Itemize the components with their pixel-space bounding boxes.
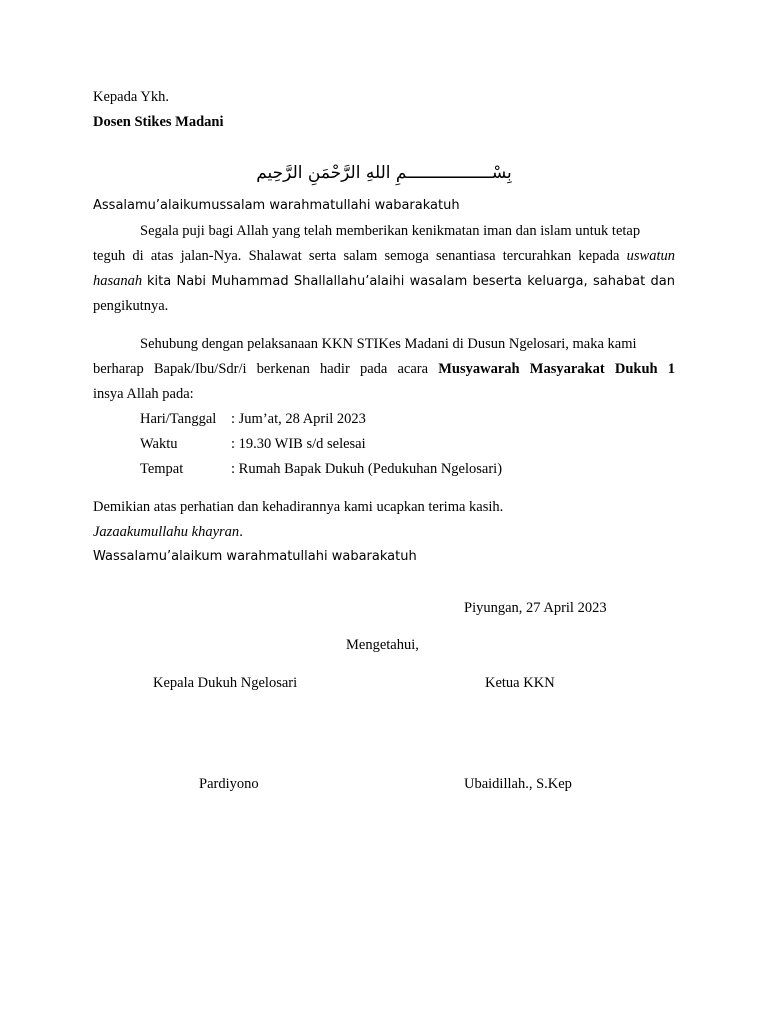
paragraph2-line2 [93,360,675,378]
detail-value-date: : Jum’at, 28 April 2023 [231,411,366,427]
place-date: Piyungan, 27 April 2023 [464,600,607,616]
paragraph1-line3-italic: hasanah [93,273,143,289]
paragraph1-line3 [93,272,675,291]
right-signatory-title: Ketua KKN [485,675,555,691]
greeting: Assalamu’alaikumussalam warahmatullahi wabarakatuh [93,198,460,213]
paragraph1-line2-text: teguh di atas jalan-Nya. Shalawat serta salam semoga senantiasa tercurahkan kepada [93,248,620,264]
paragraph1-line2-italic: uswatun [626,248,675,264]
event-name: Musyawarah Masyarakat Dukuh 1 [438,361,676,377]
paragraph2-line3: insya Allah pada: [93,386,194,402]
closing-line2-italic: Jazaakumullahu khayran [93,524,240,540]
detail-value-time: : 19.30 WIB s/d selesai [231,436,366,452]
basmalah: بِسْـــــــــــــــــمِ اللهِ الرَّحْمَنِ الرَّحِيم [256,163,512,183]
detail-label-date: Hari/Tanggal [140,411,217,427]
acknowledged-label: Mengetahui, [346,637,419,653]
left-signatory-name: Pardiyono [199,776,259,792]
paragraph2-line2-text: berharap Bapak/Ibu/Sdr/i berkenan hadir pada acara [93,361,429,377]
left-signatory-title: Kepala Dukuh Ngelosari [153,675,298,691]
recipient-salutation: Kepada Ykh. [93,89,169,105]
detail-value-place: : Rumah Bapak Dukuh (Pedukuhan Ngelosari) [231,461,503,477]
detail-label-place: Tempat [140,461,184,477]
closing-line1: Demikian atas perhatian dan kehadirannya kami ucapkan terima kasih. [93,499,504,515]
paragraph1-line3-text: kita Nabi Muhammad Shallallahu’alaihi wasalam beserta keluarga, sahabat dan [146,274,675,289]
closing-line2-suffix: . [239,524,243,540]
detail-label-time: Waktu [140,436,178,452]
paragraph2-line1: Sehubung dengan pelaksanaan KKN STIKes Madani di Dusun Ngelosari, maka kami [140,336,637,352]
right-signatory-name: Ubaidillah., S.Kep [464,776,572,792]
paragraph1-line4: pengikutnya. [93,298,169,314]
paragraph1-line1: Segala puji bagi Allah yang telah memberikan kenikmatan iman dan islam untuk tetap [140,223,641,239]
closing-line2 [93,523,243,541]
recipient-name: Dosen Stikes Madani [93,114,224,130]
closing-line3: Wassalamu’alaikum warahmatullahi wabarakatuh [93,549,417,564]
paragraph1-line2 [93,247,675,265]
